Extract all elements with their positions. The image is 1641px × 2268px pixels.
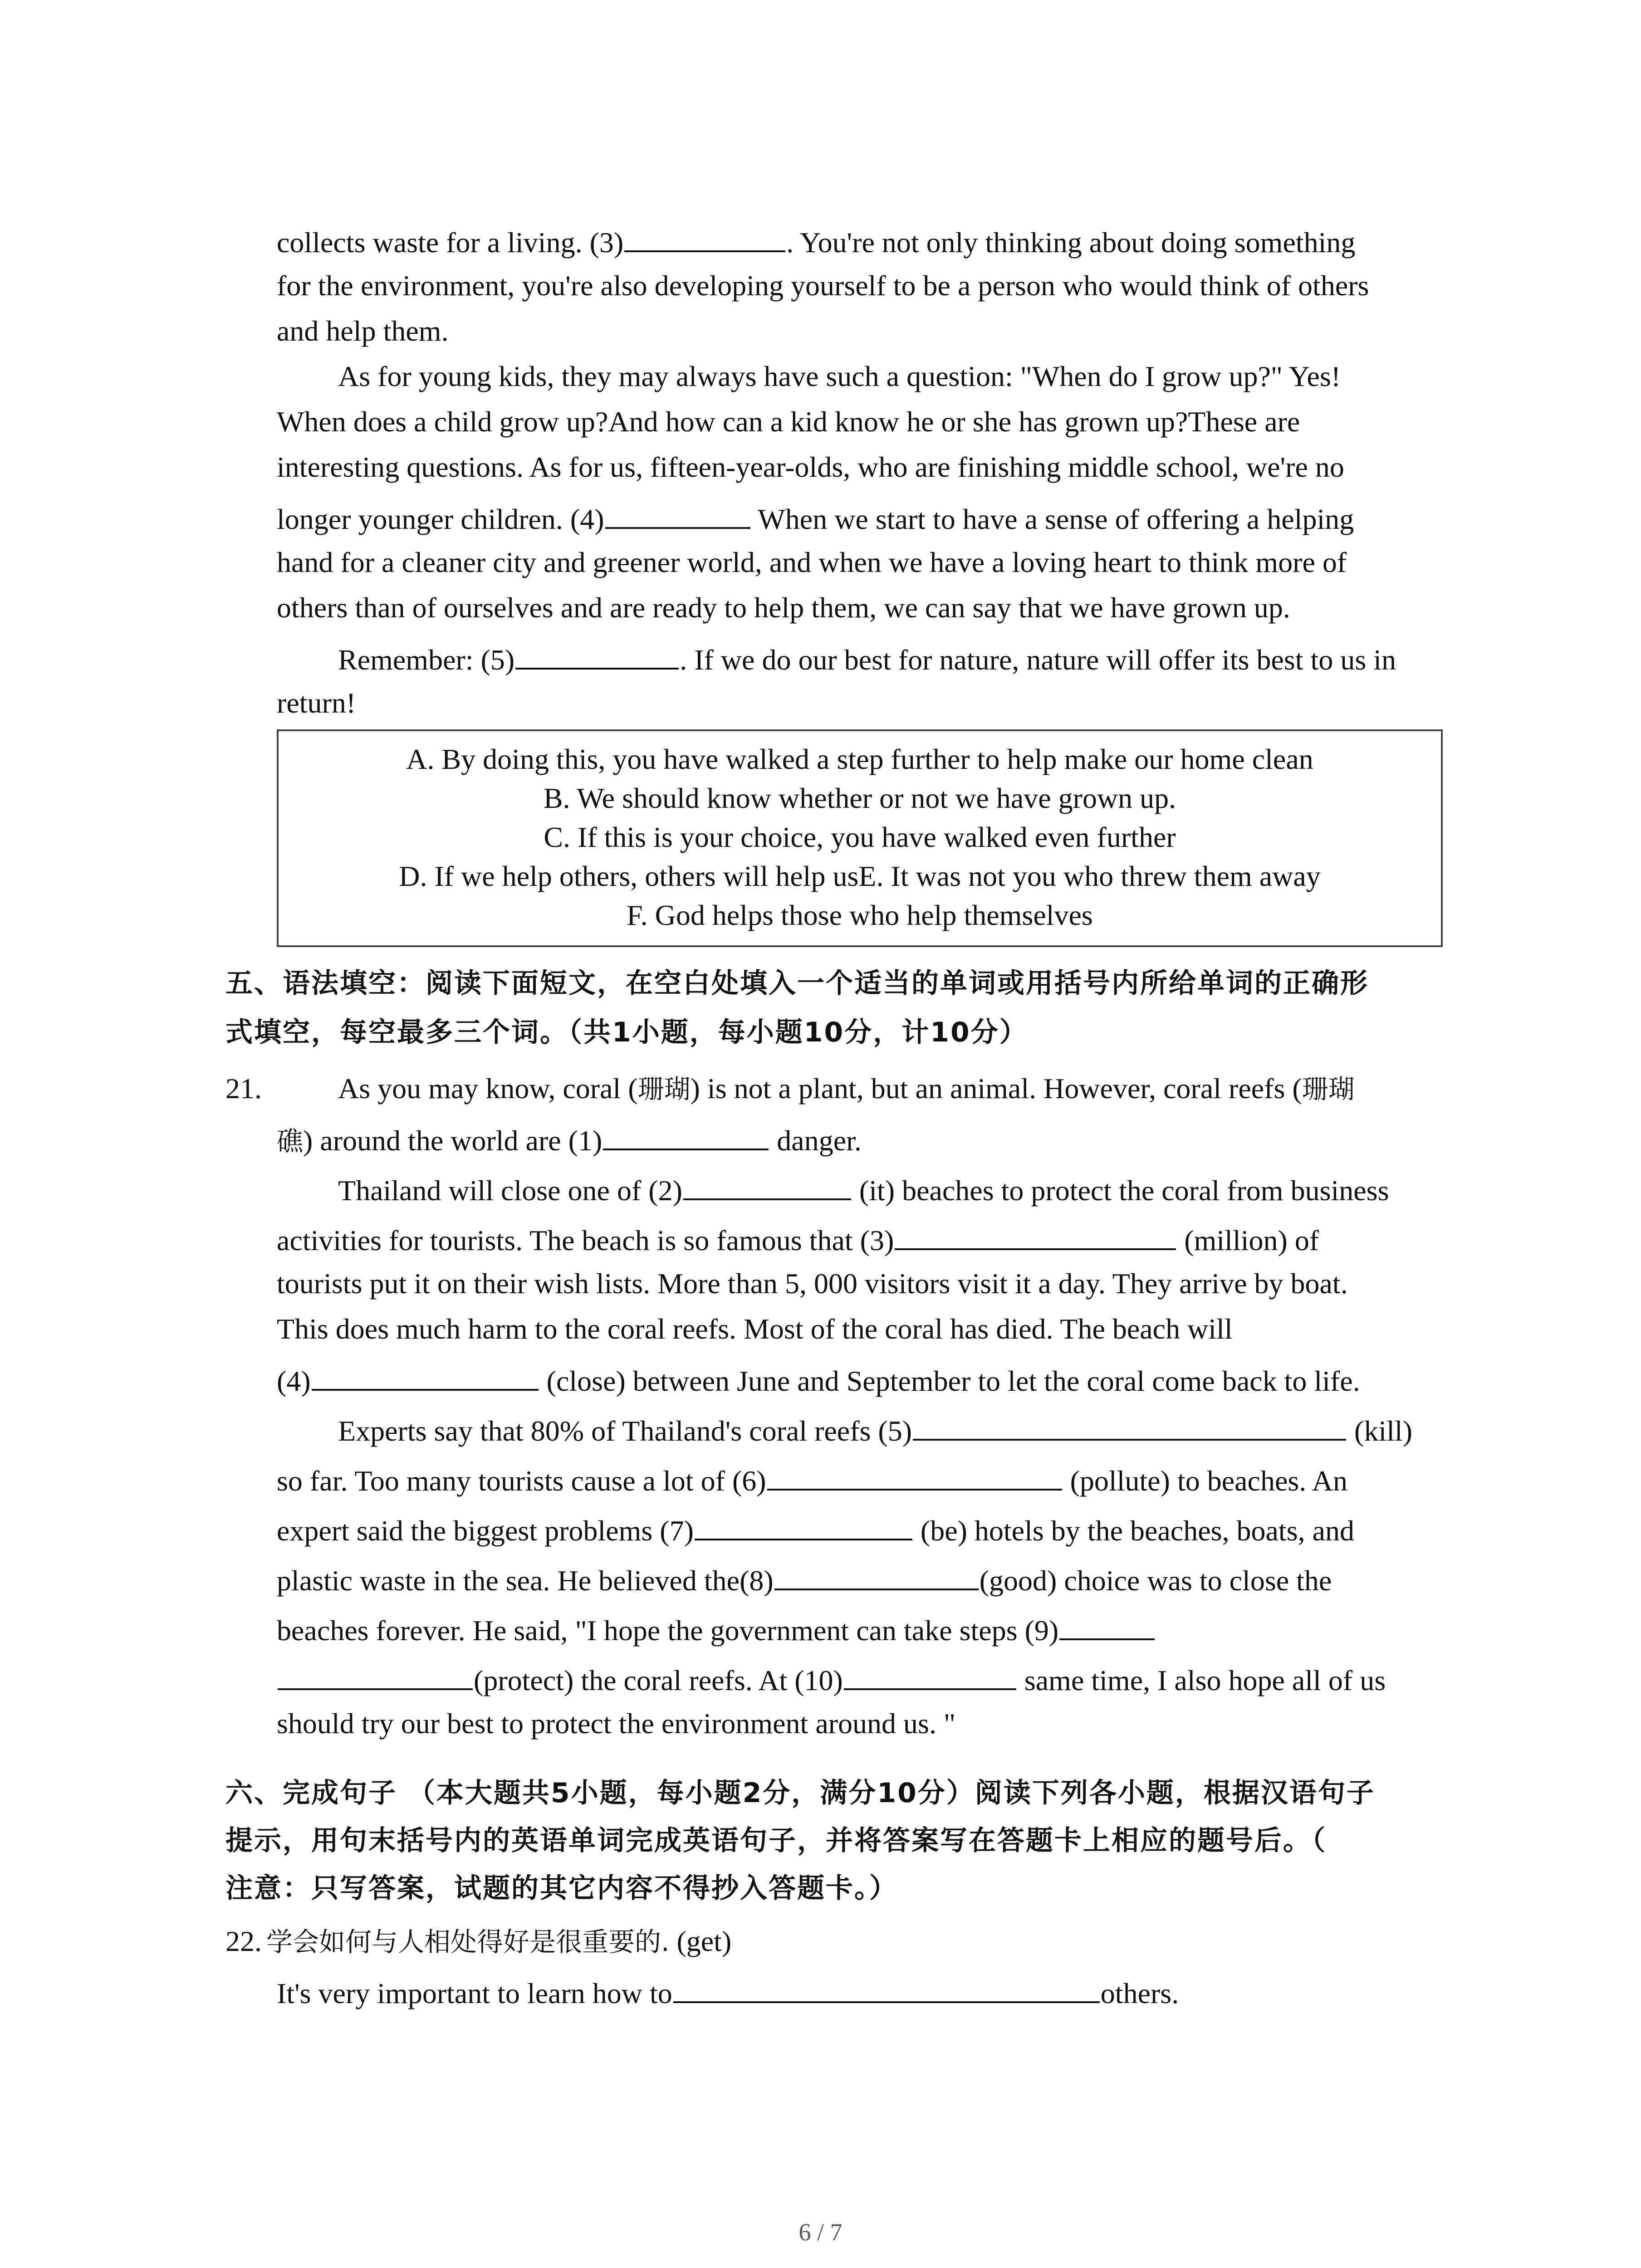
section6-heading: 提示，用句末括号内的英语单词完成英语句子，并将答案写在答题卡上相应的题号后。（ [225, 1825, 1327, 1857]
passage-line: Thailand will close one of (2) (it) beaches to protect the coral from business [338, 1170, 1389, 1207]
section6-heading: 注意：只写答案，试题的其它内容不得抄入答题卡。） [225, 1872, 898, 1904]
page-number: 6 / 7 [798, 2219, 843, 2246]
answer-blank[interactable] [603, 1120, 769, 1150]
passage-line: expert said the biggest problems (7) (be) hotels by the beaches, boats, and [277, 1510, 1354, 1547]
passage-line: hand for a cleaner city and greener world, and when we have a loving heart to think more of [277, 546, 1347, 578]
option-c: C. If this is your choice, you have walked even further [544, 821, 1176, 853]
answer-blank[interactable] [683, 1170, 851, 1200]
answer-blank[interactable] [673, 1973, 1100, 2003]
passage-line: activities for tourists. The beach is so famous that (3) (million) of [277, 1220, 1319, 1256]
option-d-e: D. If we help others, others will help usE. It was not you who threw them away [399, 860, 1321, 892]
section5-heading: 五、语法填空：阅读下面短文，在空白处填入一个适当的单词或用括号内所给单词的正确形 [225, 968, 1369, 999]
passage-line: This does much harm to the coral reefs. Most of the coral has died. The beach will [277, 1313, 1233, 1345]
question-number: 21. [225, 1072, 262, 1105]
section5-heading: 式填空，每空最多三个词。（共1小题，每小题10分，计10分） [225, 1017, 1028, 1048]
passage-line: return! [277, 687, 356, 719]
answer-blank[interactable] [695, 1510, 912, 1540]
answer-blank[interactable] [774, 1560, 979, 1590]
passage-line: others than of ourselves and are ready to help them, we can say that we have grown up. [277, 591, 1290, 624]
passage-line: plastic waste in the sea. He believed the(8) (good) choice was to close the [277, 1560, 1332, 1597]
answer-blank[interactable] [767, 1461, 1062, 1491]
passage-line: tourists put it on their wish lists. More than 5, 000 visitors visit it a day. They arrive by boat. [277, 1267, 1348, 1300]
passage-line: Experts say that 80% of Thailand's coral reefs (5) (kill) [338, 1411, 1412, 1447]
passage-line: so far. Too many tourists cause a lot of (6) (pollute) to beaches. An [277, 1461, 1347, 1497]
option-f: F. God helps those who help themselves [627, 899, 1093, 931]
passage-line: As for young kids, they may always have such a question: "When do I grow up?" Yes! [338, 360, 1341, 392]
answer-blank[interactable] [1059, 1610, 1155, 1640]
passage-line: collects waste for a living. (3) . You're not only thinking about doing something [277, 222, 1355, 259]
answer-blank[interactable] [913, 1411, 1346, 1441]
answer-blank[interactable] [844, 1660, 1016, 1690]
question-22-sentence: It's very important to learn how to others. [277, 1973, 1179, 2009]
answer-blank[interactable] [895, 1220, 1176, 1250]
passage-line: and help them. [277, 315, 449, 347]
passage-line: When does a child grow up?And how can a kid know he or she has grown up?These are [277, 406, 1300, 438]
passage-line: (protect) the coral reefs. At (10) same time, I also hope all of us [277, 1660, 1386, 1696]
options-box [277, 729, 1443, 947]
passage-line: longer younger children. (4) When we start to have a sense of offering a helping [277, 499, 1354, 535]
answer-blank[interactable] [624, 222, 785, 252]
passage-line: beaches forever. He said, "I hope the government can take steps (9) [277, 1610, 1156, 1647]
passage-line: should try our best to protect the environment around us. " [277, 1707, 956, 1740]
answer-blank[interactable] [278, 1660, 473, 1690]
answer-blank[interactable] [605, 499, 750, 529]
answer-blank[interactable] [515, 640, 679, 670]
passage-line: As you may know, coral (珊瑚) is not a plant, but an animal. However, coral reefs (珊瑚 [338, 1072, 1355, 1105]
option-a: A. By doing this, you have walked a step further to help make our home clean [406, 743, 1313, 775]
passage-line: Remember: (5) . If we do our best for nature, nature will offer its best to us in [338, 640, 1396, 676]
question-22: 22. 学会如何与人相处得好是很重要的. (get) [225, 1925, 732, 1957]
passage-line: for the environment, you're also developing yourself to be a person who would think of others [277, 269, 1369, 302]
option-b: B. We should know whether or not we have grown up. [543, 782, 1176, 814]
passage-line: (4) (close) between June and September to let the coral come back to life. [277, 1361, 1360, 1397]
passage-line: 礁) around the world are (1) danger. [277, 1120, 862, 1157]
answer-blank[interactable] [312, 1361, 539, 1391]
section6-heading: 六、完成句子 （本大题共5小题，每小题2分，满分10分）阅读下列各小题，根据汉语句子 [225, 1777, 1375, 1809]
passage-line: interesting questions. As for us, fifteen-year-olds, who are finishing middle school, we're no [277, 451, 1344, 483]
